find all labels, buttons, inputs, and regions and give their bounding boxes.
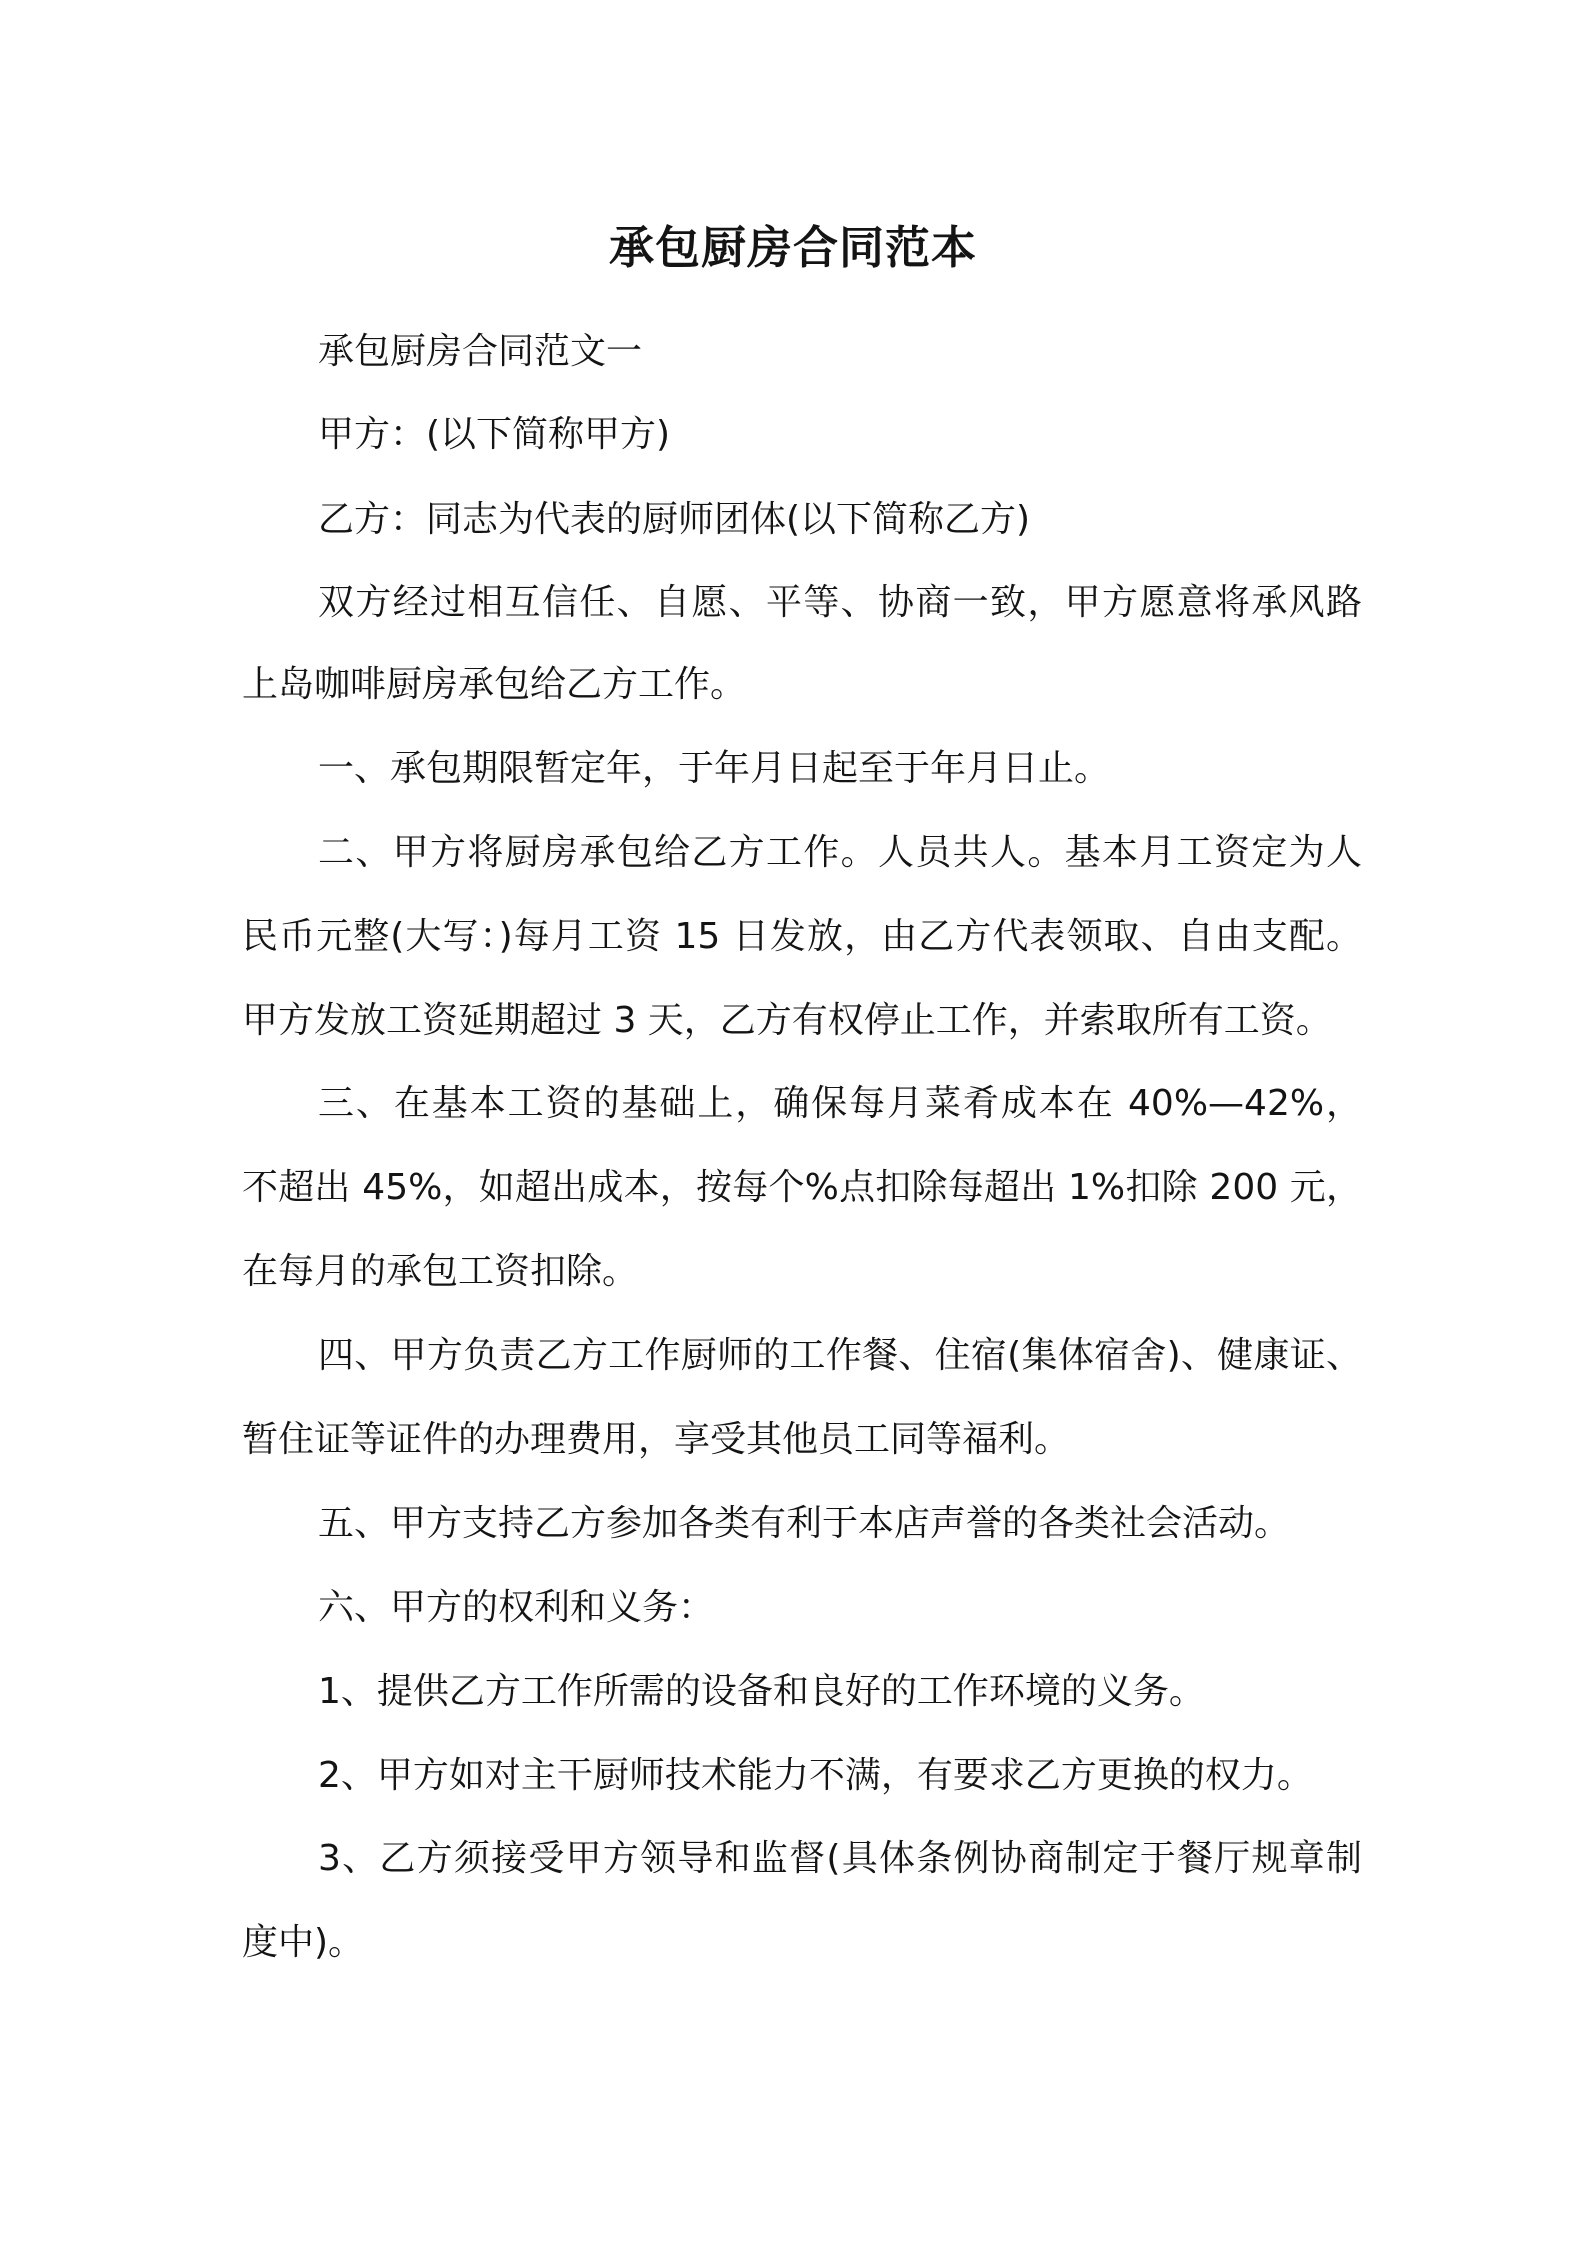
paragraph-line: 承包厨房合同范文一 bbox=[318, 331, 643, 372]
paragraph-line: 三、在基本工资的基础上，确保每月菜肴成本在 40%—42%， bbox=[318, 1083, 1362, 1124]
paragraph-line: 2、甲方如对主干厨师技术能力不满，有要求乙方更换的权力。 bbox=[318, 1755, 1313, 1796]
paragraph-line: 暂住证等证件的办理费用，享受其他员工同等福利。 bbox=[242, 1419, 1071, 1460]
paragraph-line: 双方经过相互信任、自愿、平等、协商一致，甲方愿意将承风路 bbox=[318, 582, 1362, 623]
paragraph-line: 甲方：(以下简称甲方) bbox=[318, 414, 671, 455]
paragraph-line: 甲方发放工资延期超过 3 天，乙方有权停止工作，并索取所有工资。 bbox=[242, 1000, 1332, 1041]
paragraph-line: 一、承包期限暂定年，于年月日起至于年月日止。 bbox=[318, 748, 1111, 789]
paragraph-line: 3、乙方须接受甲方领导和监督(具体条例协商制定于餐厅规章制 bbox=[318, 1838, 1362, 1879]
paragraph-line: 乙方：同志为代表的厨师团体(以下简称乙方) bbox=[318, 499, 1031, 540]
paragraph-line: 二、甲方将厨房承包给乙方工作。人员共人。基本月工资定为人 bbox=[318, 832, 1362, 873]
paragraph-line: 六、甲方的权利和义务： bbox=[318, 1587, 715, 1628]
paragraph-line: 在每月的承包工资扣除。 bbox=[242, 1251, 639, 1292]
paragraph-line: 四、甲方负责乙方工作厨师的工作餐、住宿(集体宿舍)、健康证、 bbox=[318, 1335, 1362, 1376]
document-title: 承包厨房合同范本 bbox=[608, 221, 977, 274]
paragraph-line: 民币元整(大写：)每月工资 15 日发放，由乙方代表领取、自由支配。 bbox=[242, 916, 1362, 957]
paragraph-line: 不超出 45%，如超出成本，按每个%点扣除每超出 1%扣除 200 元， bbox=[242, 1167, 1362, 1208]
paragraph-line: 1、提供乙方工作所需的设备和良好的工作环境的义务。 bbox=[318, 1671, 1205, 1712]
paragraph-line: 度中)。 bbox=[242, 1922, 365, 1963]
paragraph-line: 五、甲方支持乙方参加各类有利于本店声誉的各类社会活动。 bbox=[318, 1503, 1291, 1544]
paragraph-line: 上岛咖啡厨房承包给乙方工作。 bbox=[242, 664, 747, 705]
